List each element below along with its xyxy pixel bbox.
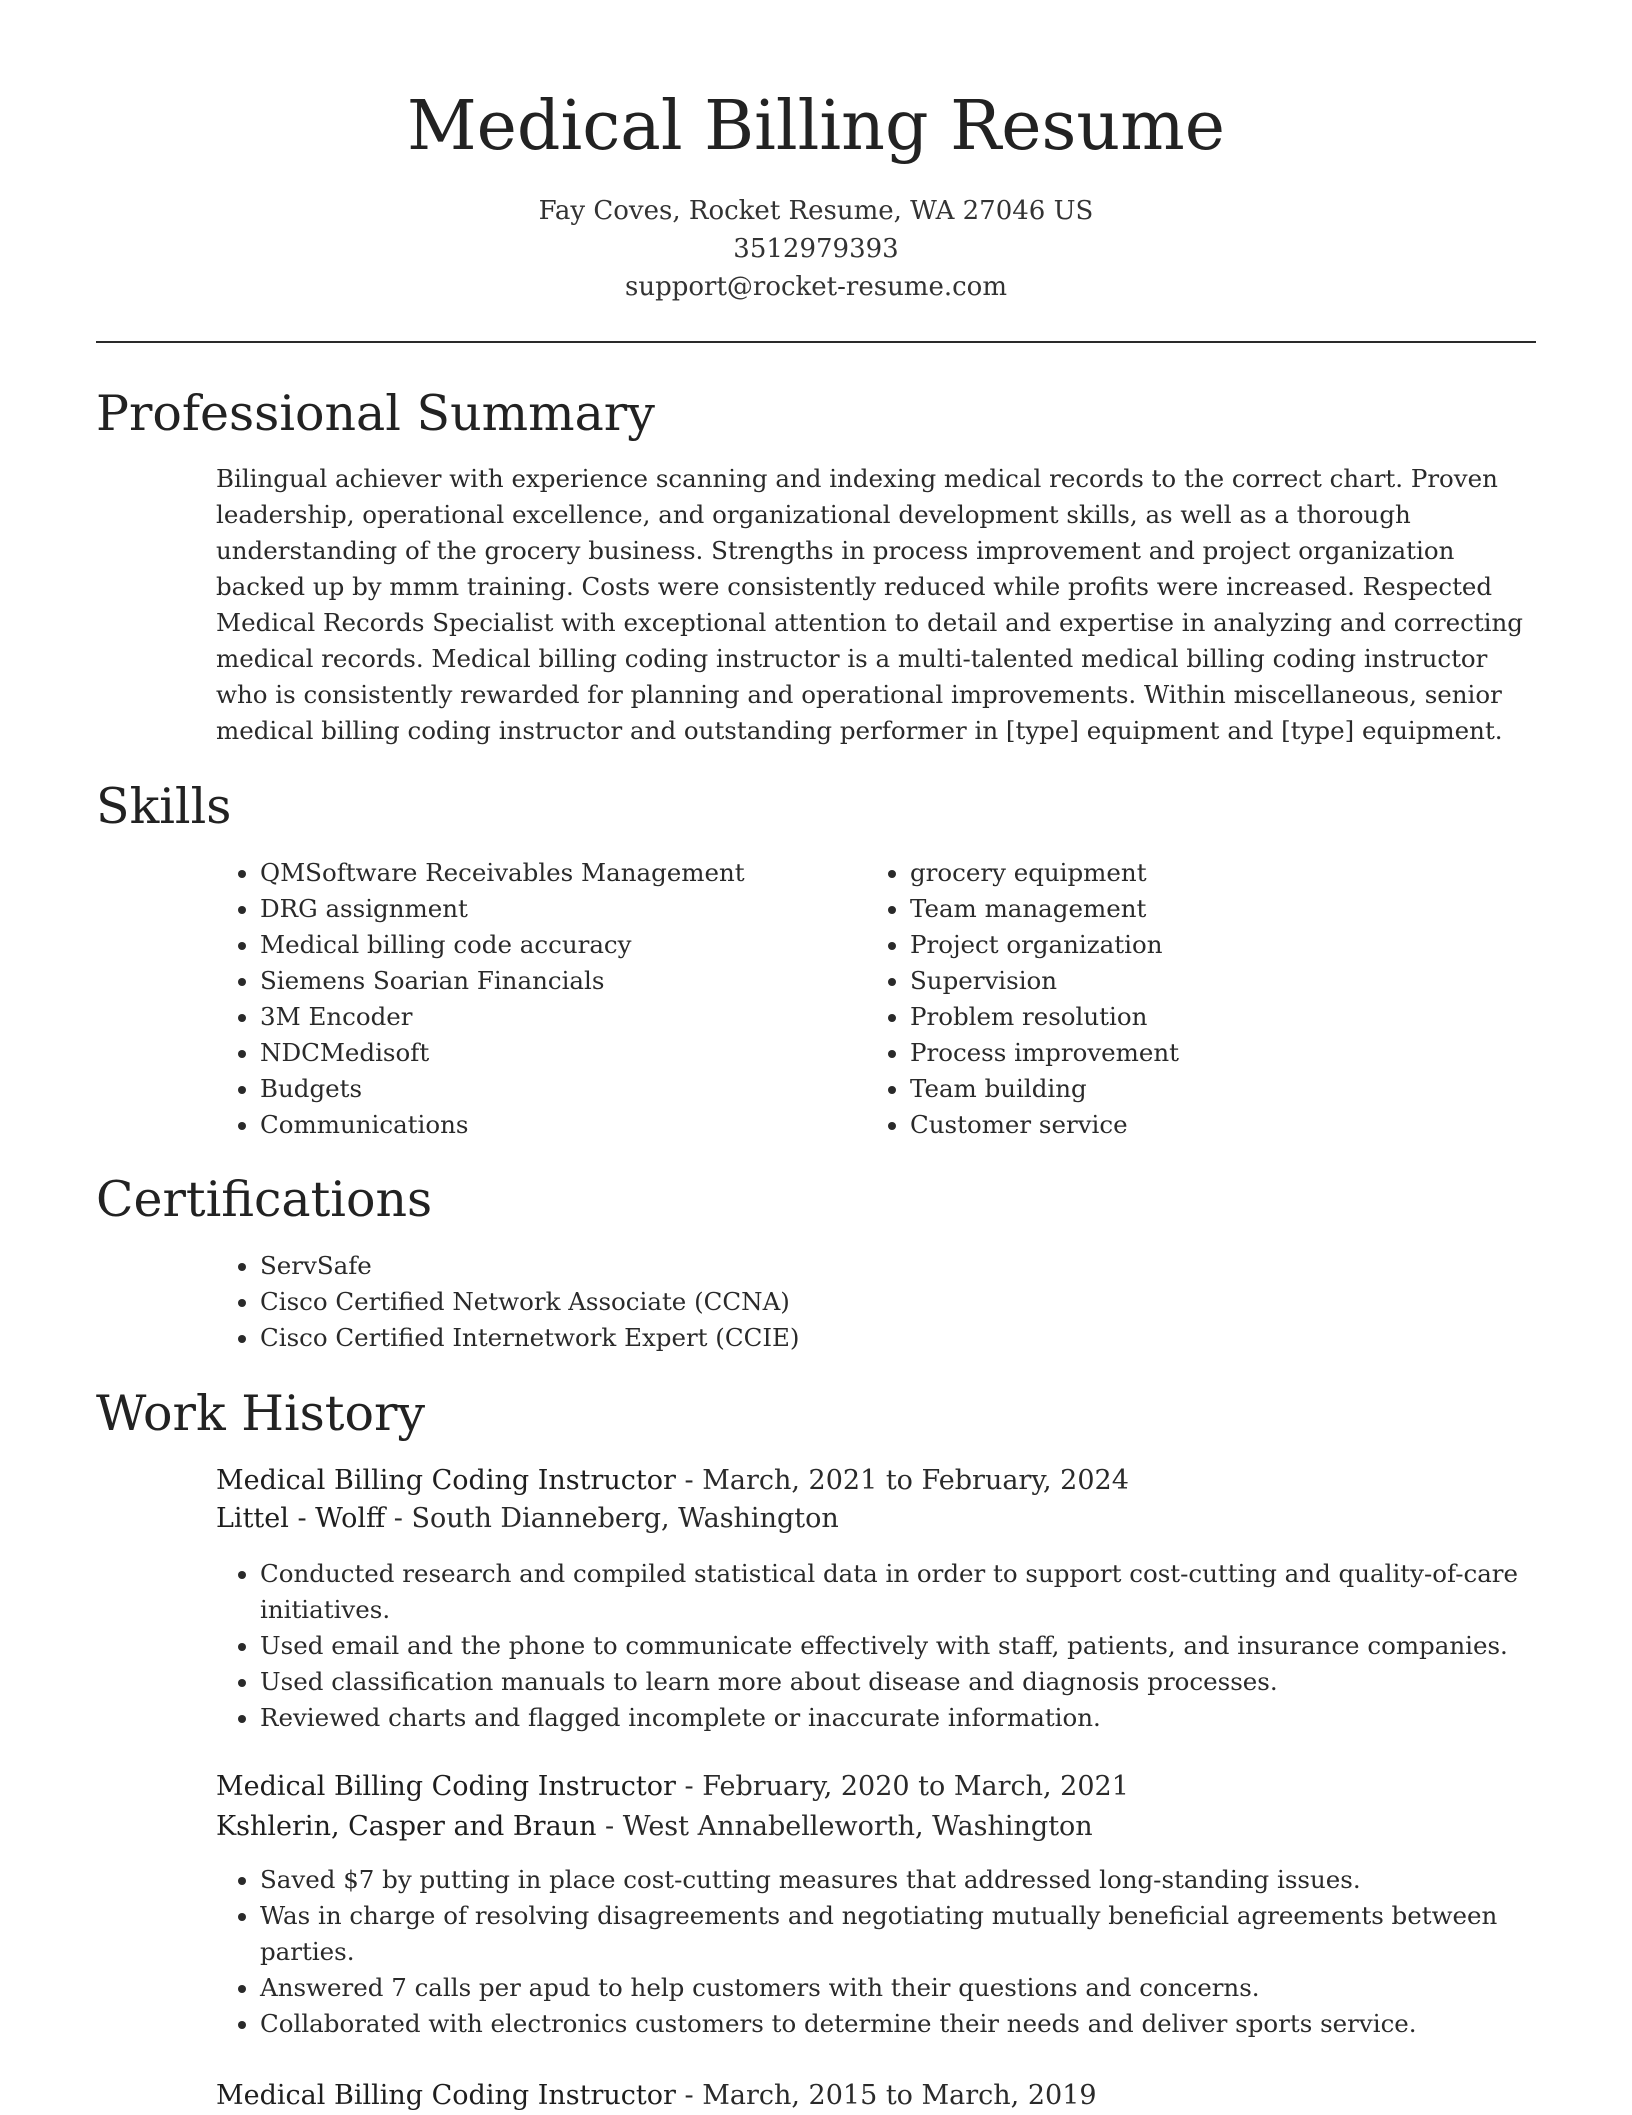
skill-item: • Siemens Soarian Financials bbox=[260, 963, 860, 999]
job-separator: - bbox=[675, 1465, 703, 1496]
job-dates: February, 2020 to March, 2021 bbox=[702, 1771, 1129, 1802]
skills-list-right bbox=[866, 855, 1510, 1143]
job-company-line bbox=[216, 1500, 839, 1538]
summary-paragraph: Bilingual achiever with experience scanning and indexing medical records to the correct chart. Proven leadership, operational excellence, and organizational development skills, as well as a thorough understanding of the grocery business. Strengths in process improvement and project organization backed up by mmm training. Costs were consistently reduced while profits were increased. Respected Medical Records Specialist with exceptional attention to detail and expertise in analyzing and correcting medical records. Medical billing coding instructor is a multi-talented medical billing coding instructor who is consistently rewarded for planning and operational improvements. Within miscellaneous, senior medical billing coding instructor and outstanding performer in [type] equipment and [type] equipment. bbox=[216, 464, 1523, 745]
job-title-line bbox=[216, 1768, 1129, 1806]
job-location: West Annabelleworth, Washington bbox=[622, 1811, 1093, 1842]
job-bullet: • Answered 7 calls per apud to help customers with their questions and concerns. bbox=[260, 1970, 1550, 2006]
skill-item: • grocery equipment bbox=[910, 855, 1510, 891]
section-heading-skills: Skills bbox=[96, 778, 232, 835]
job-separator: - bbox=[385, 1503, 412, 1534]
skill-item: • Project organization bbox=[910, 927, 1510, 963]
certification-item: • Cisco Certified Internetwork Expert (CCIE) bbox=[260, 1320, 1540, 1356]
contact-address: Fay Coves, Rocket Resume, WA 27046 US bbox=[538, 196, 1094, 226]
job-separator: - bbox=[596, 1811, 623, 1842]
skill-item: • NDCMedisoft bbox=[260, 1035, 860, 1071]
section-heading-work-history: Work History bbox=[96, 1385, 426, 1442]
header-divider bbox=[96, 341, 1536, 343]
section-heading-summary: Professional Summary bbox=[96, 385, 655, 442]
job-company: Kshlerin, Casper and Braun bbox=[216, 1811, 597, 1842]
job-bullet: • Used classification manuals to learn more about disease and diagnosis processes. bbox=[260, 1664, 1550, 1700]
job-title-line bbox=[216, 1462, 1129, 1500]
skill-item: • Team building bbox=[910, 1071, 1510, 1107]
skill-item: • Budgets bbox=[260, 1071, 860, 1107]
contact-email: support@rocket-resume.com bbox=[624, 272, 1007, 302]
skill-item: • Communications bbox=[260, 1107, 860, 1143]
job-bullets bbox=[216, 1556, 1550, 1736]
skill-item: • Customer service bbox=[910, 1107, 1510, 1143]
job-bullet: • Used email and the phone to communicate effectively with staff, patients, and insurance companies. bbox=[260, 1628, 1550, 1664]
job-dates: March, 2015 to March, 2019 bbox=[702, 2080, 1097, 2111]
job-separator: - bbox=[675, 1771, 703, 1802]
job-title-line bbox=[216, 2077, 1097, 2115]
job-bullet: • Was in charge of resolving disagreements and negotiating mutually beneficial agreements between parties. bbox=[260, 1898, 1550, 1970]
job-company-line bbox=[216, 1808, 1093, 1846]
skills-list-left bbox=[216, 855, 860, 1143]
skill-item: • Medical billing code accuracy bbox=[260, 927, 860, 963]
skill-item: • Problem resolution bbox=[910, 999, 1510, 1035]
job-bullet: • Reviewed charts and flagged incomplete or inaccurate information. bbox=[260, 1700, 1550, 1736]
certification-item: • ServSafe bbox=[260, 1248, 1540, 1284]
job-company: Littel - Wolff bbox=[216, 1503, 386, 1534]
skill-item: • Team management bbox=[910, 891, 1510, 927]
skill-item: • DRG assignment bbox=[260, 891, 860, 927]
job-location: South Dianneberg, Washington bbox=[411, 1503, 839, 1534]
job-bullet: • Saved $7 by putting in place cost-cutting measures that addressed long-standing issues. bbox=[260, 1862, 1550, 1898]
job-title: Medical Billing Coding Instructor bbox=[216, 1771, 676, 1802]
section-heading-certifications: Certifications bbox=[96, 1171, 433, 1228]
contact-phone: 3512979393 bbox=[733, 234, 899, 264]
skill-item: • Supervision bbox=[910, 963, 1510, 999]
skill-item: • Process improvement bbox=[910, 1035, 1510, 1071]
resume-title: Medical Billing Resume bbox=[407, 87, 1225, 166]
job-dates: March, 2021 to February, 2024 bbox=[702, 1465, 1129, 1496]
skill-item: • 3M Encoder bbox=[260, 999, 860, 1035]
job-bullet: • Conducted research and compiled statistical data in order to support cost-cutting and quality-of-care initiatives. bbox=[260, 1556, 1550, 1628]
skill-item: • QMSoftware Receivables Management bbox=[260, 855, 860, 891]
job-bullets bbox=[216, 1862, 1550, 2042]
certification-item: • Cisco Certified Network Associate (CCNA) bbox=[260, 1284, 1540, 1320]
job-title: Medical Billing Coding Instructor bbox=[216, 1465, 676, 1496]
job-separator: - bbox=[675, 2080, 703, 2111]
job-title: Medical Billing Coding Instructor bbox=[216, 2080, 676, 2111]
certifications-list bbox=[216, 1248, 1540, 1356]
job-bullet: • Collaborated with electronics customers to determine their needs and deliver sports service. bbox=[260, 2006, 1550, 2042]
